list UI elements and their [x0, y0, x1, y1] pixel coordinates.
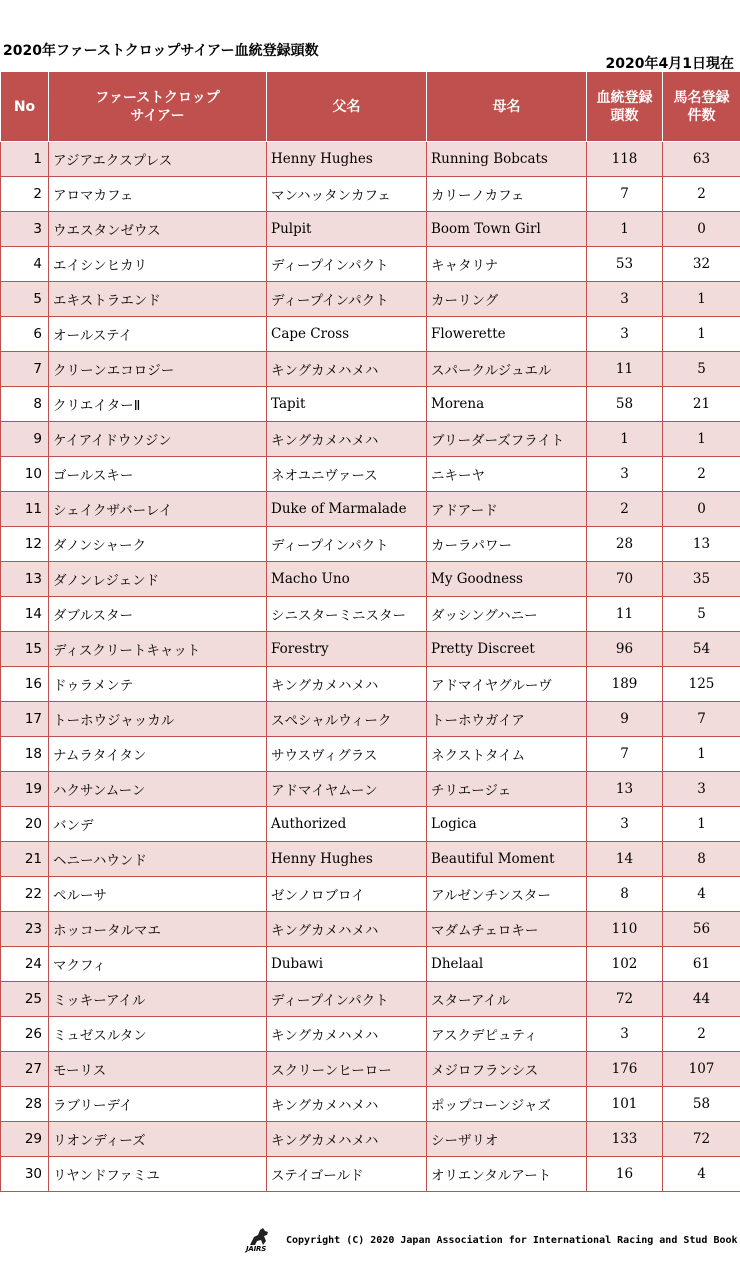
cell-mother: メジロフランシス: [427, 1052, 587, 1087]
cell-no: 21: [1, 842, 49, 877]
cell-no: 16: [1, 667, 49, 702]
cell-named: 21: [663, 387, 740, 422]
cell-named: 2: [663, 1017, 740, 1052]
cell-father: マンハッタンカフェ: [267, 177, 427, 212]
cell-no: 18: [1, 737, 49, 772]
table-body: [1, 142, 740, 1192]
cell-mother: ネクストタイム: [427, 737, 587, 772]
cell-mother: キャタリナ: [427, 247, 587, 282]
cell-mother: アルゼンチンスター: [427, 877, 587, 912]
table-row: [1, 282, 740, 317]
cell-mother: ブリーダーズフライト: [427, 422, 587, 457]
cell-father: ゼンノロブロイ: [267, 877, 427, 912]
cell-no: 2: [1, 177, 49, 212]
cell-registered: 101: [587, 1087, 663, 1122]
cell-mother: ニキーヤ: [427, 457, 587, 492]
cell-registered: 70: [587, 562, 663, 597]
cell-no: 5: [1, 282, 49, 317]
cell-sire: ケイアイドウソジン: [49, 422, 267, 457]
cell-father: Pulpit: [267, 212, 427, 247]
cell-mother: Logica: [427, 807, 587, 842]
cell-no: 20: [1, 807, 49, 842]
table-row: [1, 562, 740, 597]
cell-father: キングカメハメハ: [267, 912, 427, 947]
cell-named: 54: [663, 632, 740, 667]
cell-registered: 189: [587, 667, 663, 702]
cell-sire: ヘニーハウンド: [49, 842, 267, 877]
cell-father: ディープインパクト: [267, 527, 427, 562]
cell-named: 1: [663, 737, 740, 772]
table-row: [1, 247, 740, 282]
cell-mother: アドマイヤグルーヴ: [427, 667, 587, 702]
header-named: 馬名登録 件数: [663, 72, 740, 142]
table-row: [1, 737, 740, 772]
cell-mother: Pretty Discreet: [427, 632, 587, 667]
cell-sire: エキストラエンド: [49, 282, 267, 317]
cell-mother: Running Bobcats: [427, 142, 587, 177]
as-of-date: 2020年4月1日現在: [605, 56, 734, 72]
cell-sire: シェイクザバーレイ: [49, 492, 267, 527]
cell-mother: ダッシングハニー: [427, 597, 587, 632]
cell-named: 44: [663, 982, 740, 1017]
cell-named: 5: [663, 352, 740, 387]
cell-named: 1: [663, 317, 740, 352]
table-row: [1, 1157, 740, 1192]
header-sire: ファーストクロップ サイアー: [49, 72, 267, 142]
cell-registered: 58: [587, 387, 663, 422]
cell-father: Macho Uno: [267, 562, 427, 597]
cell-named: 125: [663, 667, 740, 702]
cell-registered: 1: [587, 422, 663, 457]
cell-registered: 72: [587, 982, 663, 1017]
cell-sire: ハクサンムーン: [49, 772, 267, 807]
cell-sire: ドゥラメンテ: [49, 667, 267, 702]
cell-father: Henny Hughes: [267, 842, 427, 877]
cell-no: 13: [1, 562, 49, 597]
cell-mother: Flowerette: [427, 317, 587, 352]
cell-father: Authorized: [267, 807, 427, 842]
cell-sire: ラブリーデイ: [49, 1087, 267, 1122]
cell-no: 28: [1, 1087, 49, 1122]
cell-father: キングカメハメハ: [267, 1087, 427, 1122]
table-row: [1, 947, 740, 982]
table-row: [1, 212, 740, 247]
cell-mother: マダムチェロキー: [427, 912, 587, 947]
cell-mother: ポップコーンジャズ: [427, 1087, 587, 1122]
cell-sire: ダブルスター: [49, 597, 267, 632]
cell-mother: Dhelaal: [427, 947, 587, 982]
cell-no: 22: [1, 877, 49, 912]
cell-sire: クリーンエコロジー: [49, 352, 267, 387]
table-row: [1, 387, 740, 422]
table-row: [1, 912, 740, 947]
cell-mother: アスクデピュティ: [427, 1017, 587, 1052]
cell-no: 29: [1, 1122, 49, 1157]
cell-registered: 96: [587, 632, 663, 667]
footer: [246, 1226, 738, 1254]
table-header-row: [1, 72, 740, 142]
cell-father: キングカメハメハ: [267, 667, 427, 702]
cell-mother: トーホウガイア: [427, 702, 587, 737]
cell-registered: 102: [587, 947, 663, 982]
cell-father: サウスヴィグラス: [267, 737, 427, 772]
table-row: [1, 492, 740, 527]
cell-named: 3: [663, 772, 740, 807]
cell-father: ディープインパクト: [267, 982, 427, 1017]
table-row: [1, 772, 740, 807]
cell-no: 24: [1, 947, 49, 982]
cell-registered: 3: [587, 1017, 663, 1052]
cell-registered: 14: [587, 842, 663, 877]
cell-mother: カーラパワー: [427, 527, 587, 562]
cell-father: Forestry: [267, 632, 427, 667]
cell-father: Dubawi: [267, 947, 427, 982]
cell-no: 12: [1, 527, 49, 562]
cell-mother: Boom Town Girl: [427, 212, 587, 247]
cell-registered: 118: [587, 142, 663, 177]
table-row: [1, 597, 740, 632]
table-row: [1, 667, 740, 702]
cell-registered: 3: [587, 807, 663, 842]
cell-mother: スターアイル: [427, 982, 587, 1017]
cell-named: 1: [663, 282, 740, 317]
table-row: [1, 422, 740, 457]
table-row: [1, 877, 740, 912]
cell-no: 25: [1, 982, 49, 1017]
cell-named: 58: [663, 1087, 740, 1122]
logo-text: JAIRS: [246, 1245, 267, 1253]
cell-father: キングカメハメハ: [267, 422, 427, 457]
cell-named: 4: [663, 877, 740, 912]
cell-sire: ゴールスキー: [49, 457, 267, 492]
cell-no: 11: [1, 492, 49, 527]
cell-mother: シーザリオ: [427, 1122, 587, 1157]
cell-registered: 3: [587, 317, 663, 352]
table-row: [1, 1087, 740, 1122]
jairs-logo: [246, 1227, 276, 1253]
cell-registered: 2: [587, 492, 663, 527]
table-row: [1, 352, 740, 387]
cell-registered: 13: [587, 772, 663, 807]
cell-no: 10: [1, 457, 49, 492]
cell-father: ステイゴールド: [267, 1157, 427, 1192]
table-row: [1, 1052, 740, 1087]
cell-father: スクリーンヒーロー: [267, 1052, 427, 1087]
cell-mother: Morena: [427, 387, 587, 422]
cell-no: 1: [1, 142, 49, 177]
cell-no: 17: [1, 702, 49, 737]
cell-sire: トーホウジャッカル: [49, 702, 267, 737]
cell-sire: ナムラタイタン: [49, 737, 267, 772]
cell-named: 56: [663, 912, 740, 947]
header-mother: 母名: [427, 72, 587, 142]
cell-sire: ホッコータルマエ: [49, 912, 267, 947]
cell-no: 9: [1, 422, 49, 457]
cell-registered: 7: [587, 737, 663, 772]
cell-mother: オリエンタルアート: [427, 1157, 587, 1192]
cell-no: 19: [1, 772, 49, 807]
cell-named: 0: [663, 492, 740, 527]
table-row: [1, 142, 740, 177]
cell-registered: 1: [587, 212, 663, 247]
cell-father: Tapit: [267, 387, 427, 422]
horse-icon: [246, 1227, 276, 1247]
cell-father: ネオユニヴァース: [267, 457, 427, 492]
registration-table: [0, 71, 740, 1192]
cell-registered: 133: [587, 1122, 663, 1157]
cell-no: 8: [1, 387, 49, 422]
cell-registered: 28: [587, 527, 663, 562]
cell-named: 107: [663, 1052, 740, 1087]
cell-no: 27: [1, 1052, 49, 1087]
cell-mother: カリーノカフェ: [427, 177, 587, 212]
page-title: 2020年ファーストクロップサイアー血統登録頭数: [3, 43, 319, 59]
cell-no: 3: [1, 212, 49, 247]
cell-no: 26: [1, 1017, 49, 1052]
table-row: [1, 807, 740, 842]
cell-father: シニスターミニスター: [267, 597, 427, 632]
cell-named: 1: [663, 422, 740, 457]
cell-sire: クリエイターⅡ: [49, 387, 267, 422]
cell-sire: アジアエクスプレス: [49, 142, 267, 177]
cell-sire: リオンディーズ: [49, 1122, 267, 1157]
cell-no: 7: [1, 352, 49, 387]
cell-sire: マクフィ: [49, 947, 267, 982]
cell-named: 63: [663, 142, 740, 177]
cell-mother: アドアード: [427, 492, 587, 527]
cell-named: 13: [663, 527, 740, 562]
table-row: [1, 1017, 740, 1052]
cell-registered: 3: [587, 282, 663, 317]
cell-no: 4: [1, 247, 49, 282]
cell-sire: ダノンレジェンド: [49, 562, 267, 597]
cell-registered: 8: [587, 877, 663, 912]
table-row: [1, 1122, 740, 1157]
copyright-text: Copyright (C) 2020 Japan Association for International Racing and Stud Book: [286, 1234, 738, 1246]
cell-named: 72: [663, 1122, 740, 1157]
cell-father: キングカメハメハ: [267, 1017, 427, 1052]
cell-sire: バンデ: [49, 807, 267, 842]
cell-named: 2: [663, 177, 740, 212]
cell-no: 6: [1, 317, 49, 352]
cell-father: ディープインパクト: [267, 282, 427, 317]
cell-named: 35: [663, 562, 740, 597]
cell-no: 15: [1, 632, 49, 667]
cell-father: ディープインパクト: [267, 247, 427, 282]
cell-registered: 16: [587, 1157, 663, 1192]
cell-sire: アロマカフェ: [49, 177, 267, 212]
cell-sire: ミュゼスルタン: [49, 1017, 267, 1052]
cell-father: スペシャルウィーク: [267, 702, 427, 737]
table-row: [1, 317, 740, 352]
cell-mother: My Goodness: [427, 562, 587, 597]
cell-father: キングカメハメハ: [267, 352, 427, 387]
cell-father: Cape Cross: [267, 317, 427, 352]
table-row: [1, 632, 740, 667]
cell-sire: モーリス: [49, 1052, 267, 1087]
cell-no: 23: [1, 912, 49, 947]
header-father: 父名: [267, 72, 427, 142]
cell-registered: 3: [587, 457, 663, 492]
cell-mother: チリエージェ: [427, 772, 587, 807]
cell-no: 30: [1, 1157, 49, 1192]
cell-sire: ダノンシャーク: [49, 527, 267, 562]
table-row: [1, 527, 740, 562]
cell-sire: ウエスタンゼウス: [49, 212, 267, 247]
cell-registered: 110: [587, 912, 663, 947]
cell-father: Henny Hughes: [267, 142, 427, 177]
cell-sire: ミッキーアイル: [49, 982, 267, 1017]
table-row: [1, 842, 740, 877]
header-registered: 血統登録 頭数: [587, 72, 663, 142]
cell-sire: ペルーサ: [49, 877, 267, 912]
cell-mother: カーリング: [427, 282, 587, 317]
cell-registered: 11: [587, 352, 663, 387]
header-no: No: [1, 72, 49, 142]
cell-no: 14: [1, 597, 49, 632]
cell-sire: ディスクリートキャット: [49, 632, 267, 667]
cell-named: 2: [663, 457, 740, 492]
cell-named: 0: [663, 212, 740, 247]
cell-father: アドマイヤムーン: [267, 772, 427, 807]
cell-sire: エイシンヒカリ: [49, 247, 267, 282]
cell-sire: オールステイ: [49, 317, 267, 352]
cell-mother: Beautiful Moment: [427, 842, 587, 877]
cell-named: 7: [663, 702, 740, 737]
cell-named: 5: [663, 597, 740, 632]
cell-registered: 7: [587, 177, 663, 212]
table-row: [1, 177, 740, 212]
cell-named: 61: [663, 947, 740, 982]
cell-father: Duke of Marmalade: [267, 492, 427, 527]
table-row: [1, 457, 740, 492]
cell-father: キングカメハメハ: [267, 1122, 427, 1157]
cell-registered: 53: [587, 247, 663, 282]
cell-mother: スパークルジュエル: [427, 352, 587, 387]
cell-registered: 176: [587, 1052, 663, 1087]
cell-registered: 9: [587, 702, 663, 737]
table-row: [1, 702, 740, 737]
table-row: [1, 982, 740, 1017]
cell-sire: リヤンドファミユ: [49, 1157, 267, 1192]
cell-registered: 11: [587, 597, 663, 632]
cell-named: 8: [663, 842, 740, 877]
cell-named: 1: [663, 807, 740, 842]
cell-named: 4: [663, 1157, 740, 1192]
cell-named: 32: [663, 247, 740, 282]
